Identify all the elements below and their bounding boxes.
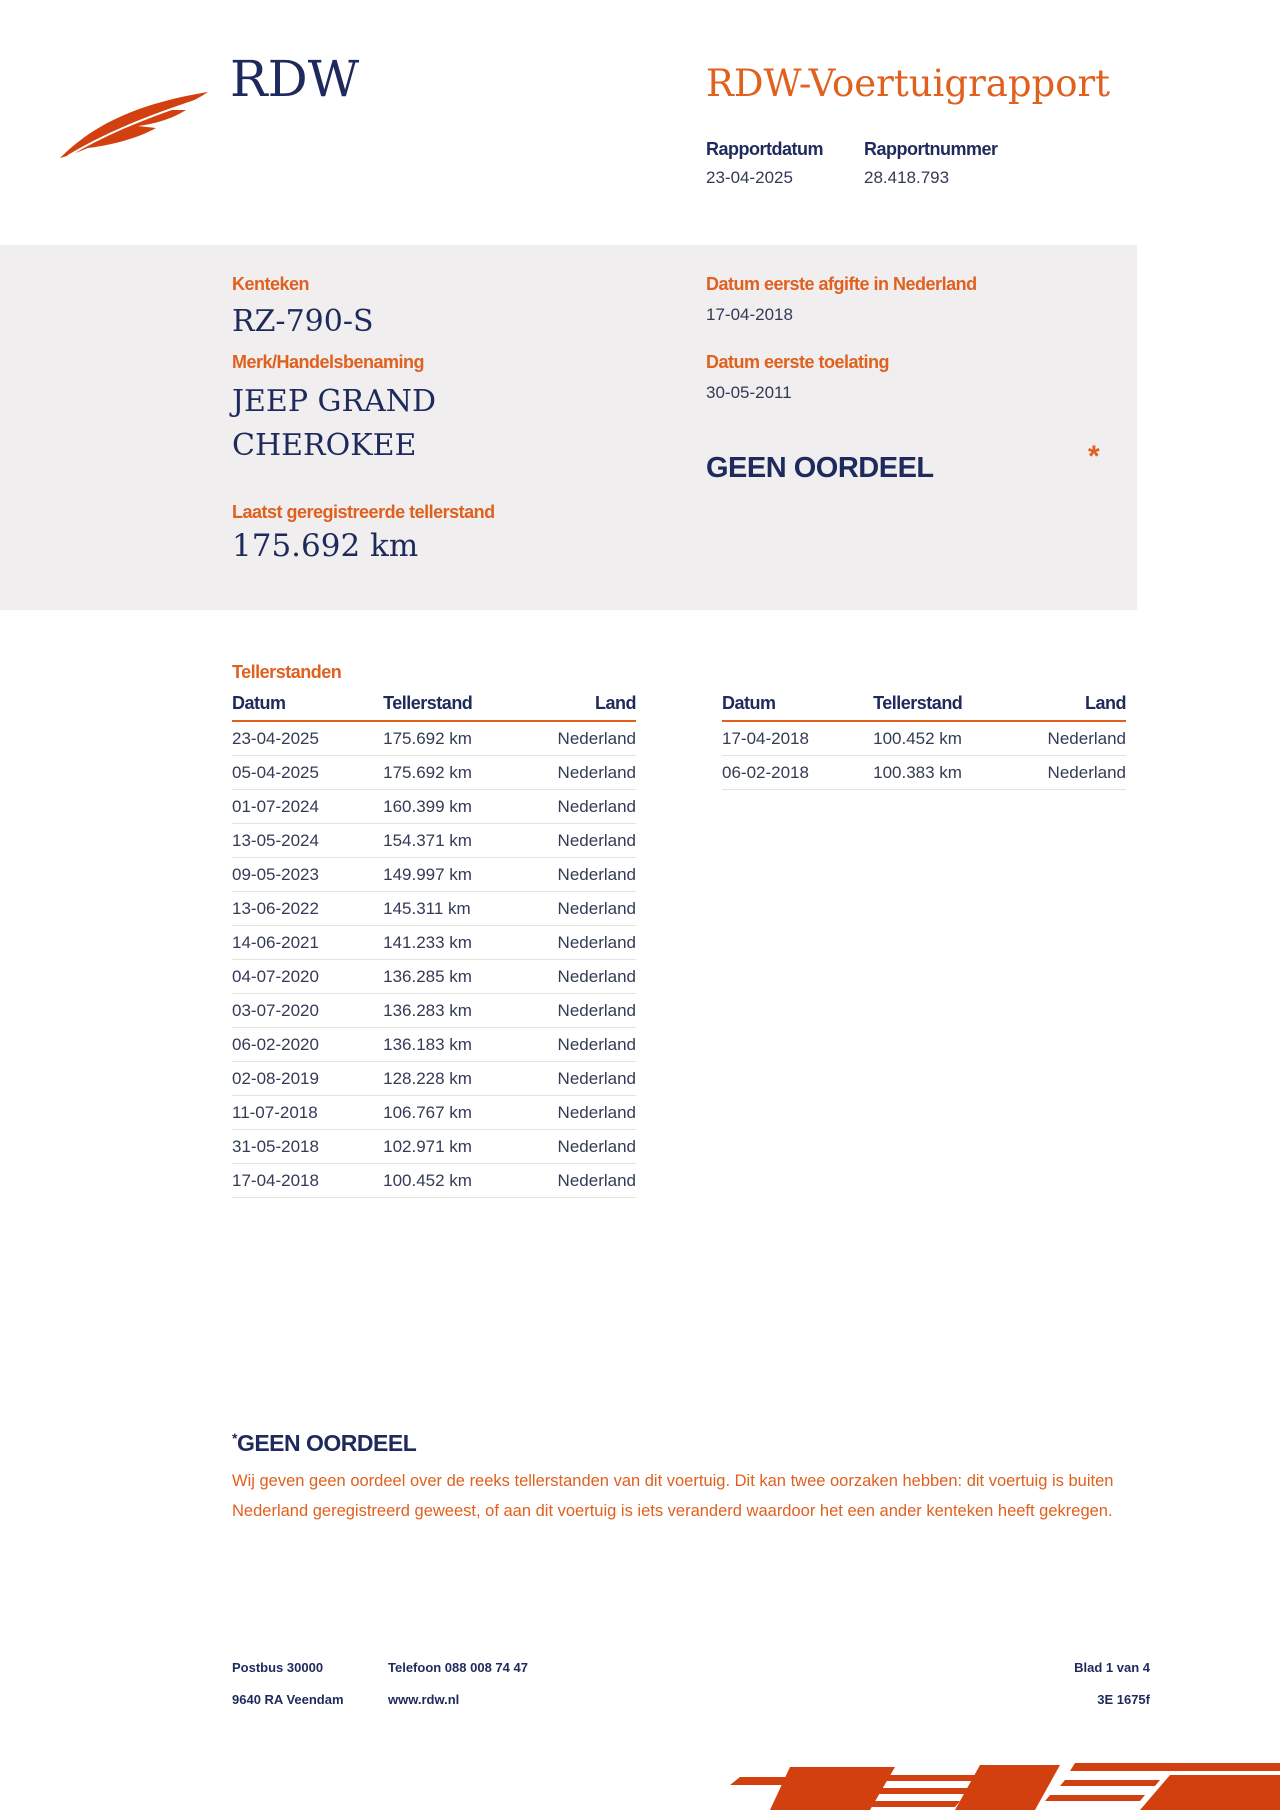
cell-country: Nederland: [1029, 756, 1126, 790]
cell-reading: 175.692 km: [383, 721, 539, 756]
cell-reading: 160.399 km: [383, 790, 539, 824]
note-title-text: GEEN OORDEEL: [236, 1430, 417, 1456]
meter-table-right: [722, 690, 1126, 790]
table-row: [232, 756, 636, 790]
cell-reading: 136.183 km: [383, 1028, 539, 1062]
cell-country: Nederland: [539, 1028, 636, 1062]
footer-address-line2: 9640 RA Veendam: [232, 1692, 344, 1707]
cell-date: 06-02-2020: [232, 1028, 383, 1062]
table-row: [232, 824, 636, 858]
cell-date: 04-07-2020: [232, 960, 383, 994]
cell-country: Nederland: [539, 756, 636, 790]
table-row: [722, 721, 1126, 756]
rdw-logo: [58, 80, 208, 165]
odometer-label: Laatst geregistreerde tellerstand: [232, 502, 495, 522]
column-header-date: Datum: [722, 690, 873, 721]
vehicle-summary-band: [0, 245, 1137, 610]
cell-date: 09-05-2023: [232, 858, 383, 892]
verdict: GEEN OORDEEL: [706, 452, 934, 484]
footer-website-link[interactable]: www.rdw.nl: [388, 1692, 460, 1707]
cell-country: Nederland: [539, 994, 636, 1028]
table-row: [232, 994, 636, 1028]
report-date-value: 23-04-2025: [706, 168, 793, 187]
table-row: [232, 1028, 636, 1062]
cell-country: Nederland: [539, 824, 636, 858]
cell-reading: 141.233 km: [383, 926, 539, 960]
table-row: [722, 756, 1126, 790]
cell-date: 31-05-2018: [232, 1130, 383, 1164]
cell-reading: 136.285 km: [383, 960, 539, 994]
table-row: [232, 926, 636, 960]
report-number-label: Rapportnummer: [864, 139, 998, 159]
cell-country: Nederland: [539, 960, 636, 994]
cell-date: 11-07-2018: [232, 1096, 383, 1130]
cell-reading: 100.452 km: [873, 721, 1029, 756]
note-text: Wij geven geen oordeel over de reeks tellerstanden van dit voertuig. Dit kan twee oorzaken hebben: dit voertuig is buiten Nederland geregistreerd geweest, of aan dit voertuig is iets veranderd waardoor het een ander kenteken heeft gekregen.: [232, 1472, 1114, 1520]
report-date-label: Rapportdatum: [706, 139, 823, 159]
first-admission-label: Datum eerste toelating: [706, 352, 890, 372]
cell-date: 01-07-2024: [232, 790, 383, 824]
column-header-reading: Tellerstand: [383, 690, 539, 721]
cell-date: 13-05-2024: [232, 824, 383, 858]
footer-phone: Telefoon 088 008 74 47: [388, 1660, 528, 1675]
table-row: [232, 1096, 636, 1130]
column-header-date: Datum: [232, 690, 383, 721]
rdw-stripes-decoration: [730, 1755, 1280, 1810]
cell-country: Nederland: [539, 1130, 636, 1164]
footer-address-line1: Postbus 30000: [232, 1660, 324, 1675]
cell-date: 13-06-2022: [232, 892, 383, 926]
cell-country: Nederland: [539, 1096, 636, 1130]
plate-label: Kenteken: [232, 274, 310, 294]
cell-date: 06-02-2018: [722, 756, 873, 790]
first-admission-value: 30-05-2011: [706, 383, 792, 402]
table-row: [232, 1164, 636, 1198]
make-value-line1: JEEP GRAND: [232, 384, 437, 419]
table-row: [232, 1130, 636, 1164]
table-row: [232, 960, 636, 994]
cell-country: Nederland: [539, 790, 636, 824]
cell-date: 05-04-2025: [232, 756, 383, 790]
cell-date: 02-08-2019: [232, 1062, 383, 1096]
report-title: RDW-Voertuigrapport: [706, 62, 1111, 105]
first-nl-label: Datum eerste afgifte in Nederland: [706, 274, 977, 294]
cell-date: 14-06-2021: [232, 926, 383, 960]
cell-date: 17-04-2018: [722, 721, 873, 756]
table-row: [232, 858, 636, 892]
table-row: [232, 790, 636, 824]
meter-section-title: Tellerstanden: [232, 662, 342, 682]
column-header-country: Land: [539, 690, 636, 721]
report-number-value: 28.418.793: [864, 168, 950, 187]
cell-reading: 106.767 km: [383, 1096, 539, 1130]
cell-date: 23-04-2025: [232, 721, 383, 756]
note-title: [232, 1430, 416, 1457]
table-row: [232, 721, 636, 756]
meter-table-left: [232, 690, 636, 1198]
cell-country: Nederland: [1029, 721, 1126, 756]
cell-country: Nederland: [539, 858, 636, 892]
footer-code: 3E 1675f: [1097, 1692, 1150, 1707]
rdw-feather-icon: [58, 80, 208, 165]
cell-reading: 149.997 km: [383, 858, 539, 892]
table-header-row: [722, 690, 1126, 721]
cell-reading: 145.311 km: [383, 892, 539, 926]
band-notch: [0, 582, 148, 610]
cell-reading: 175.692 km: [383, 756, 539, 790]
cell-country: Nederland: [539, 892, 636, 926]
cell-reading: 136.283 km: [383, 994, 539, 1028]
cell-reading: 102.971 km: [383, 1130, 539, 1164]
cell-reading: 154.371 km: [383, 824, 539, 858]
verdict-marker: *: [1088, 440, 1100, 473]
first-nl-value: 17-04-2018: [706, 305, 793, 324]
cell-date: 17-04-2018: [232, 1164, 383, 1198]
make-value-line2: CHEROKEE: [232, 428, 417, 463]
make-label: Merk/Handelsbenaming: [232, 352, 425, 372]
cell-reading: 100.452 km: [383, 1164, 539, 1198]
table-header-row: [232, 690, 636, 721]
brand-name: RDW: [230, 50, 360, 108]
table-row: [232, 1062, 636, 1096]
cell-reading: 100.383 km: [873, 756, 1029, 790]
cell-date: 03-07-2020: [232, 994, 383, 1028]
cell-country: Nederland: [539, 721, 636, 756]
cell-country: Nederland: [539, 926, 636, 960]
column-header-reading: Tellerstand: [873, 690, 1029, 721]
odometer-value: 175.692 km: [232, 528, 419, 564]
cell-reading: 128.228 km: [383, 1062, 539, 1096]
note-marker: *: [232, 1430, 237, 1446]
footer-page-number: Blad 1 van 4: [1074, 1660, 1150, 1675]
table-row: [232, 892, 636, 926]
plate-value: RZ-790-S: [232, 304, 374, 339]
column-header-country: Land: [1029, 690, 1126, 721]
cell-country: Nederland: [539, 1062, 636, 1096]
cell-country: Nederland: [539, 1164, 636, 1198]
